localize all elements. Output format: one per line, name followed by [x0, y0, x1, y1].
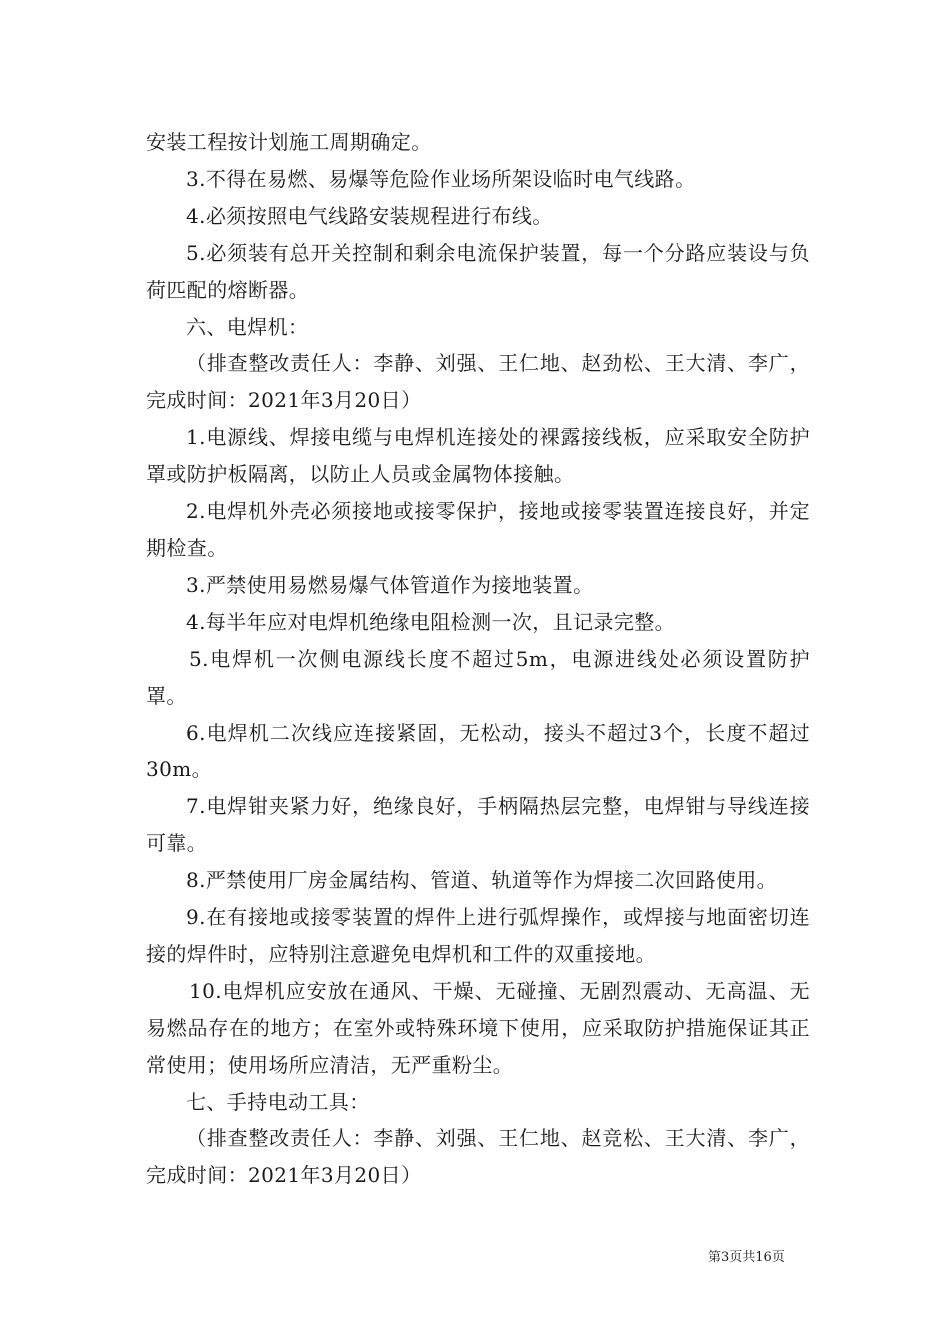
section-heading: 六、电焊机：: [186, 314, 309, 339]
section-heading: 七、手持电动工具：: [186, 1089, 370, 1114]
paragraph-item: 3.不得在易燃、易爆等危险作业场所架设临时电气线路。: [186, 166, 696, 191]
responsible-persons-note: （排查整改责任人：李静、刘强、王仁地、赵劲松、王大清、李广，完成时间：2021年3月20日）: [146, 351, 810, 413]
paragraph-continuation: 安装工程按计划施工周期确定。: [146, 130, 432, 154]
paragraph-item: 1.电源线、焊接电缆与电焊机连接处的裸露接线板，应采取安全防护罩或防护板隔离，以防止人员或金属物体接触。: [146, 425, 810, 487]
paragraph-item: 9.在有接地或接零装置的焊件上进行弧焊操作，或焊接与地面密切连接的焊件时，应特别注意避免电焊机和工件的双重接地。: [146, 905, 810, 966]
paragraph-item: 4.每半年应对电焊机绝缘电阻检测一次，且记录完整。: [186, 609, 676, 634]
paragraph-item: 8.严禁使用厂房金属结构、管道、轨道等作为焊接二次回路使用。: [186, 868, 778, 893]
paragraph-item: 7.电焊钳夹紧力好，绝缘良好，手柄隔热层完整，电焊钳与导线连接可靠。: [146, 794, 810, 856]
paragraph-item: 5.必须装有总开关控制和剩余电流保护装置，每一个分路应装设与负荷匹配的熔断器。: [146, 240, 810, 302]
paragraph-item: 6.电焊机二次线应连接紧固，无松动，接头不超过3个，长度不超过30m。: [146, 720, 810, 782]
page-number: 第3页共16页: [708, 1250, 785, 1265]
paragraph-item: 10.电焊机应安放在通风、干燥、无碰撞、无剧烈震动、无高温、无易燃品存在的地方；在室外或特殊环境下使用，应采取防护措施保证其正常使用；使用场所应清洁，无严重粉尘。: [146, 978, 810, 1077]
paragraph-item: 4.必须按照电气线路安装规程进行布线。: [186, 203, 553, 228]
paragraph-item: 2.电焊机外壳必须接地或接零保护，接地或接零装置连接良好，并定期检查。: [146, 499, 810, 560]
paragraph-item: 5.电焊机一次侧电源线长度不超过5m，电源进线处必须设置防护罩。: [146, 646, 810, 708]
paragraph-item: 3.严禁使用易燃易爆气体管道作为接地装置。: [186, 572, 594, 597]
document-body: [146, 124, 810, 1194]
responsible-persons-note: （排查整改责任人：李静、刘强、王仁地、赵竞松、王大清、李广，完成时间：2021年3月20日）: [146, 1126, 810, 1188]
